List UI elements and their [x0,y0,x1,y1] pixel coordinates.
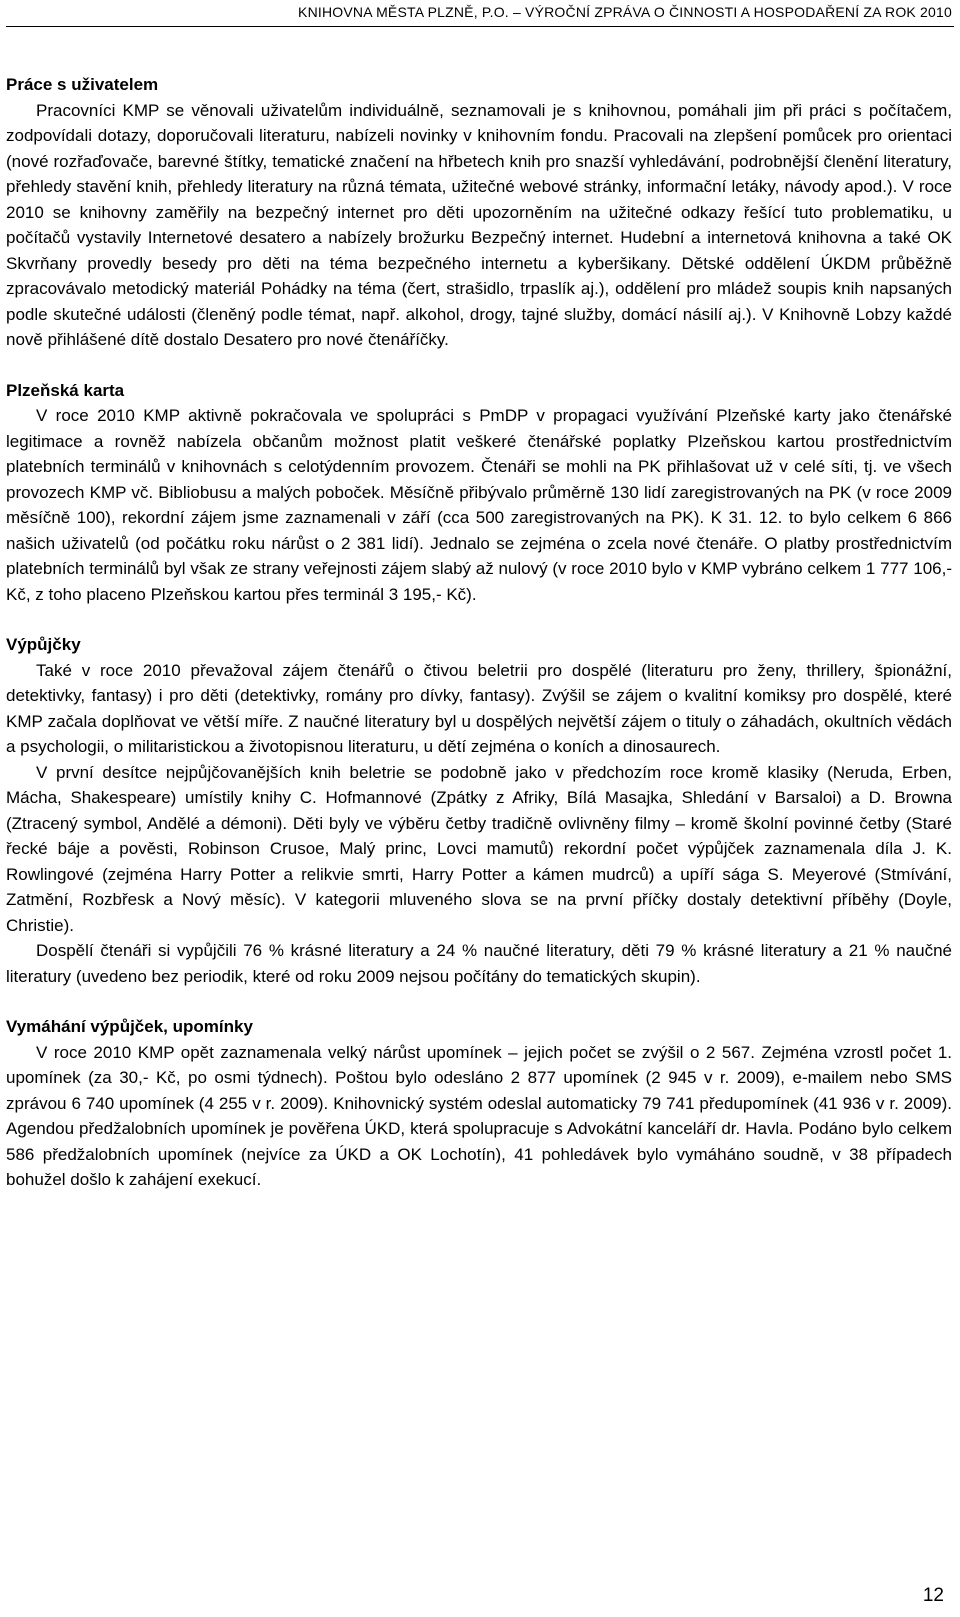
section-paragraph: V roce 2010 KMP opět zaznamenala velký nárůst upomínek – jejich počet se zvýšil o 2 567. Zejména vzrostl počet 1. upomínek (za 30,- Kč, po osmi týdnech). Poštou bylo odesláno 2 877 upomínek (2 945 v r. 2009), e-mailem nebo SMS zprávou 6 740 upomínek (4 255 v r. 2009). Knihovnický systém odeslal automaticky 79 741 předupomínek (41 936 v r. 2009). Agendou předžalobních upomínek je pověřena ÚKD, která spolupracuje s Advokátní kanceláří dr. Havla. Podáno bylo celkem 586 předžalobních upomínek (nejvíce za ÚKD a OK Lochotín), 41 pohledávek bylo vymáháno soudně, v 38 případech bohužel došlo k zahájení exekucí. [6,1042,952,1189]
document-header: KNIHOVNA MĚSTA PLZNĚ, P.O. – VÝROČNÍ ZPRÁVA O ČINNOSTI A HOSPODAŘENÍ ZA ROK 2010 [298,4,952,20]
document-body [6,72,952,1218]
page-number: 12 [922,1585,944,1606]
section-paragraph: Dospělí čtenáři si vypůjčili 76 % krásné literatury a 24 % naučné literatury, děti 79 % krásné literatury a 21 % naučné literatury (uvedeno bez periodik, které od roku 2009 nejsou počítány do tematických skupin). [6,941,952,986]
header-divider [6,26,954,27]
section-heading: Práce s uživatelem [6,75,159,94]
section-paragraph: V roce 2010 KMP aktivně pokračovala ve spolupráci s PmDP v propagaci využívání Plzeňské karty jako čtenářské legitimace a rovněž nabízela občanům možnost platit veškeré čtenářské poplatky Plzeňskou kartou prostřednictvím platebních terminálů v knihovnách s celotýdenním provozem. Čtenáři se mohli na PK přihlašovat už v celé síti, tj. ve všech provozech KMP vč. Bibliobusu a malých poboček. Měsíčně přibývalo průměrně 130 lidí zaregistrovaných na PK (v roce 2009 měsíčně 100), rekordní zájem jsme zaznamenali v září (cca 500 zaregistrovaných na PK). K 31. 12. to bylo celkem 6 866 našich uživatelů (od počátku roku nárůst o 2 381 lidí). Jednalo se zejména o zcela nové čtenáře. O platby prostřednictvím platebních terminálů byl však ze strany veřejnosti zájem slabý až nulový (v roce 2010 bylo v KMP vybráno celkem 1 777 106,- Kč, z toho placeno Plzeňskou kartou přes terminál 3 195,- Kč). [6,406,952,604]
section-heading: Plzeňská karta [6,380,125,400]
section-paragraph: Pracovníci KMP se věnovali uživatelům individuálně, seznamovali je s knihovnou, pomáhali jim při práci s počítačem, zodpovídali dotazy, doporučovali literaturu, nabízeli novinky v knihovním fondu. Pracovali na zlepšení pomůcek pro orientaci (nové rozřaďovače, barevné štítky, tematické značení na hřbetech knih pro snazší vyhledávání, podrobnější členění literatury, přehledy stavění knih, přehledy literatury na různá témata, užitečné webové stránky, informační letáky, návody apod.). V roce 2010 se knihovny zaměřily na bezpečný internet pro děti upozorněním na užitečné odkazy řešící tuto problematiku, u počítačů vystavily Internetové desatero a nabízely brožurku Bezpečný internet. Hudební a internetová knihovna a také OK Skvrňany provedly besedy pro děti na téma bezpečného internetu a kyberšikany. Dětské oddělení ÚKDM průběžně zpracovávalo metodický materiál Pohádky na téma (čert, strašidlo, trpaslík aj.), oddělení pro mládež soupis knih napsaných podle skutečné události (členěný podle témat, např. alkohol, drogy, tajné služby, domácí násilí aj.). V Knihovně Lobzy každé nově přihlášené dítě dostalo Desatero pro nové čtenáříčky. [6,100,952,349]
section-heading: Vymáhání výpůjček, upomínky [6,1017,253,1036]
section-plzenska-karta [6,378,952,608]
section-vymahani [6,1014,952,1193]
section-paragraph: Také v roce 2010 převažoval zájem čtenářů o čtivou beletrii pro dospělé (literaturu pro ženy, thrillery, špionážní, detektivky, fantasy) i pro děti (detektivky, romány pro dívky, fantasy). Zvýšil se zájem o kvalitní komiksy pro dospělé, které KMP začala doplňovat ve větší míře. Z naučné literatury byl u dospělých největší zájem o tituly o záhadách, okultních vědách a psychologii, o militaristickou a životopisnou literaturu, u dětí zejména o koních a dinosaurech. [6,660,952,756]
section-paragraph: V první desítce nejpůjčovanějších knih beletrie se podobně jako v předchozím roce kromě klasiky (Neruda, Erben, Mácha, Shakespeare) umístily knihy C. Hofmannové (Zpátky z Afriky, Bílá Masajka, Shledání v Barsaloi) a D. Browna (Ztracený symbol, Andělé a démoni). Děti byly ve výběru četby tradičně ovlivněny filmy – kromě školní povinné četby (Staré řecké báje a pověsti, Robinson Crusoe, Malý princ, Lovci mamutů) rekordní počet výpůjček zaznamenala díla J. K. Rowlingové (zejména Harry Potter a relikvie smrti, Harry Potter a kámen mudrců) a upíří sága S. Meyerové (Stmívání, Zatmění, Rozbřesk a Nový měsíc). V kategorii mluveného slova se na první příčky dostaly detektivní příběhy (Doyle, Christie). [6,762,952,935]
section-heading: Výpůjčky [6,635,81,654]
section-vypujcky [6,632,952,989]
section-prace-s-uzivatelem [6,72,952,353]
